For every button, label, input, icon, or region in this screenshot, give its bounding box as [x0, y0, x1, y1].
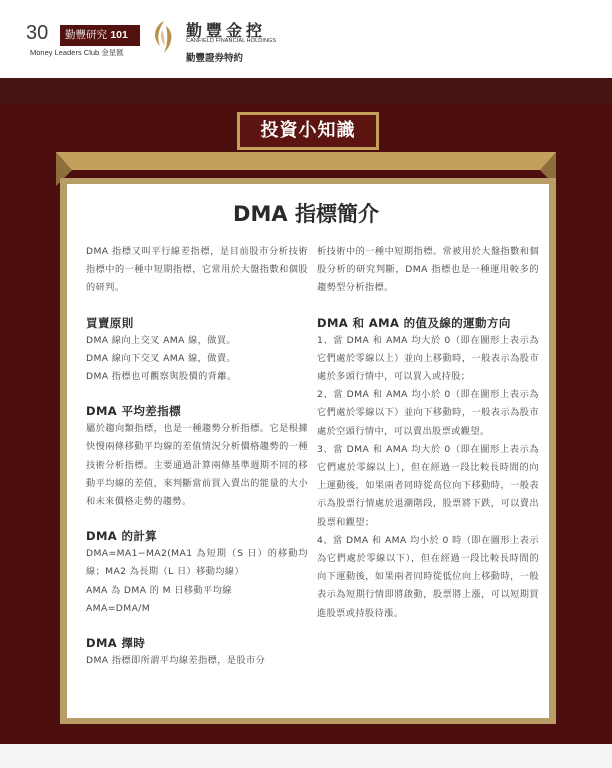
buy-sell-heading: 買賣原則: [86, 315, 134, 330]
buy-sell-line: DMA 指標也可觀察與股價的背離。: [86, 371, 237, 383]
left-column: [86, 243, 308, 670]
series-title: 勤豐研究: [65, 29, 107, 41]
intro-continued-paragraph: 析技術中的一種中短期指標。常被用於大盤指數和個股分析的研究判斷，DMA 指標也是一種運用較多的趨勢型分析指標。: [317, 246, 539, 294]
calc-line: AMA=DMA/M: [86, 602, 151, 614]
direction-item: 3、當 DMA 和 AMA 均大於 0（即在圖形上表示為它們處於零線以上），但在經過一段比較長時間的向上運動後，如果兩者同時從高位向下移動時，一般表示為股票行情處於退潮階段，股票將下跌，可以賣出股票和觀望；: [317, 443, 539, 528]
gold-ribbon-decoration: [0, 0, 612, 190]
dma-diff-heading: DMA 平均差指標: [86, 404, 181, 419]
usage-paragraph: DMA 指標即所謂平均線差指標，是股市分: [86, 655, 266, 667]
calc-heading: DMA 的計算: [86, 529, 158, 544]
direction-heading: DMA 和 AMA 的值及線的運動方向: [317, 315, 511, 330]
right-column: [317, 243, 539, 623]
calc-line: DMA=MA1−MA2(MA1 為短期（S 日）的移動均線；MA2 為長期（L 日）移動均線）: [86, 548, 308, 578]
calc-line: AMA 為 DMA 的 M 日移動平均線: [86, 584, 232, 596]
sponsor-label: 勤豐證券特約: [186, 53, 244, 64]
direction-item: 2、當 DMA 和 AMA 均小於 0（即在圖形上表示為它們處於零線以下）並向下移動時，一般表示為股市處於空頭行情中，可以賣出股票或觀望。: [317, 389, 539, 437]
dma-diff-paragraph: 屬於趨向類指標，也是一種趨勢分析指標。它是根據快慢兩條移動平均線的差值情況分析價格趨勢的一種技術分析指標。主要通過計算兩條基準週期不同的移動平均線的差值，來判斷當前買入賣出的能量的大小和未來價格走勢的趨勢。: [86, 423, 308, 508]
brand-name-en: CANFIELD FINANCIAL HOLDINGS: [186, 38, 277, 44]
buy-sell-line: DMA 線向下交叉 AMA 線，做賣。: [86, 352, 237, 364]
direction-item: 1、當 DMA 和 AMA 均大於 0（即在圖形上表示為它們處於零線以上）並向上移動時，一般表示為股市處於多頭行情中，可以買入或持股；: [317, 334, 539, 383]
section-banner-title: 投資小知識: [240, 115, 376, 147]
page-footer: [0, 744, 612, 768]
buy-sell-line: DMA 線向上交叉 AMA 線，做買。: [86, 334, 237, 346]
usage-heading: DMA 擇時: [86, 636, 146, 651]
page-number: 30: [26, 22, 49, 44]
article-title: DMA 指標簡介: [233, 202, 379, 226]
section-banner: [237, 112, 379, 150]
series-number: 101: [110, 29, 128, 41]
direction-item: 4、當 DMA 和 AMA 均小於 0 時（即在圖形上表示為它們處於零線以下），但在經過一段比較長時間的向下運動後，如果兩者同時從低位向上移動時，一般表示為短期行情即將啟動，股票將上漲，可以短期買進股票或持股待漲。: [317, 534, 539, 619]
club-name: Money Leaders Club 金星匯: [30, 48, 124, 57]
intro-paragraph: DMA 指標又叫平行線差指標，是目前股市分析技術指標中的一種中短期指標，它常用於大盤指數和個股的研判。: [86, 246, 308, 294]
brand-name-cn: 勤豐金控: [186, 21, 267, 40]
